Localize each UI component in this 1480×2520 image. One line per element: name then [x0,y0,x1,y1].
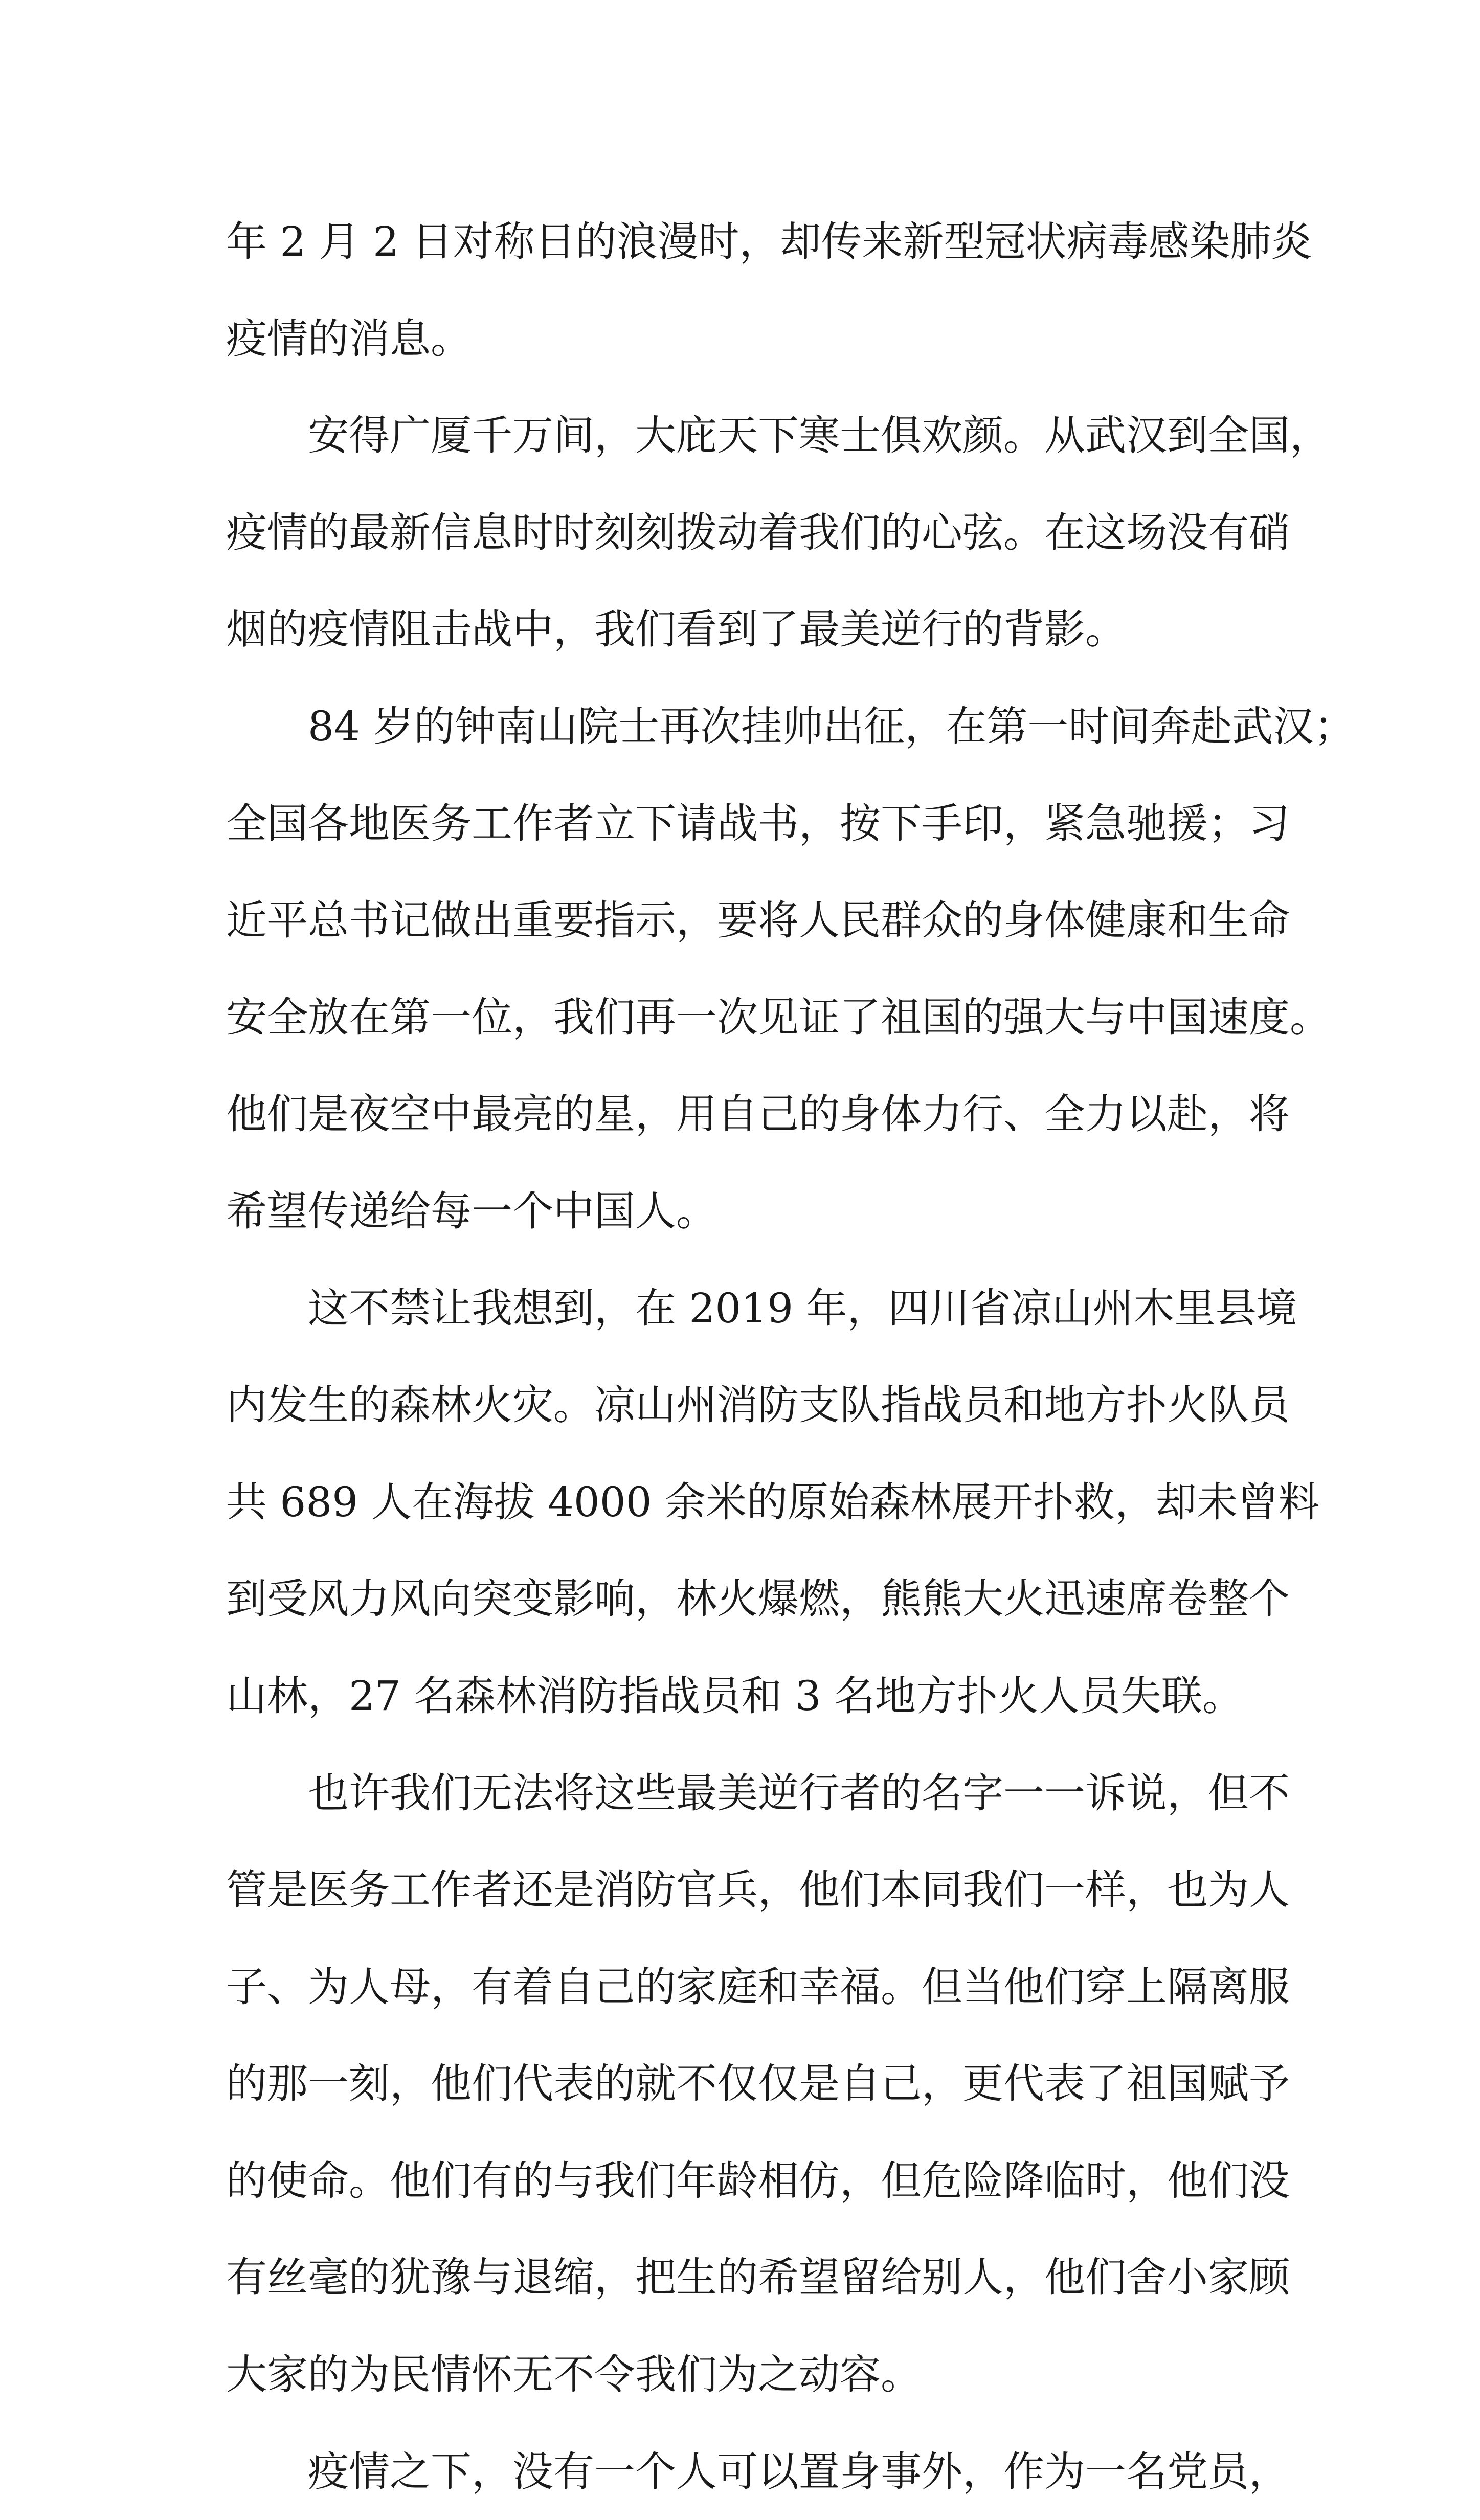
paragraph-4-line-2: 内发生的森林火灾。凉山州消防支队指战员和地方扑火队员 [226,1381,1290,1429]
paragraph-5-line-1: 也许我们无法将这些最美逆行者的名字一一诉说，但不 [308,1769,1290,1817]
paragraph-3-line-1: 84 岁的钟南山院士再次挂帅出征，在第一时间奔赴武汉； [308,702,1355,750]
paragraph-3-line-2: 全国各地医务工作者立下请战书，按下手印，紧急驰援；习 [226,799,1290,847]
paragraph-1-line-2: 疫情的消息。 [226,314,472,363]
paragraph-5-line-4: 的那一刻，他们代表的就不仅仅是自己，更代表了祖国赋予 [226,2060,1290,2108]
paragraph-5-line-7: 大家的为民情怀无不令我们为之动容。 [226,2351,922,2399]
paragraph-3-line-4: 安全放在第一位，我们再一次见证了祖国的强大与中国速度。 [226,993,1331,1041]
paragraph-4-line-4: 到受风力风向突变影响，林火爆燃，熊熊大火迅速席卷整个 [226,1575,1290,1623]
paragraph-1-line-1: 年 2 月 2 日对称日的浪漫时，却传来新型冠状病毒感染肺炎 [226,218,1312,265]
paragraph-4-line-1: 这不禁让我想到，在 2019 年，四川省凉山州木里县境 [308,1284,1297,1332]
paragraph-3-line-5: 他们是夜空中最亮的星，用自己的身体力行、全力以赴，将 [226,1090,1290,1138]
paragraph-2-line-2: 疫情的最新信息时时刻刻拨动着我们的心弦。在这场没有硝 [226,508,1290,556]
paragraph-6-line-1: 疫情之下，没有一个人可以置身事外，作为一名党员， [308,2447,1290,2495]
paragraph-5-line-6: 有丝毫的犹豫与退缩，把生的希望留给别人，他们舍小家顾 [226,2254,1290,2302]
paragraph-4-line-3: 共 689 人在海拔 4000 余米的原始森林展开扑救，却未曾料 [226,1478,1320,1526]
paragraph-5-line-5: 的使命。他们有的与我们年龄相仿，但危险降临时，他们没 [226,2156,1290,2204]
paragraph-5-line-2: 管是医务工作者还是消防官兵，他们本同我们一样，也为人 [226,1866,1290,1914]
paragraph-4-line-5: 山林，27 名森林消防指战员和 3 名地方扑火人员失联。 [226,1672,1243,1720]
paragraph-2-line-3: 烟的疫情阻击战中，我们看到了最美逆行的背影。 [226,605,1126,654]
paragraph-3-line-6: 希望传递给每一个中国人。 [226,1187,717,1235]
paragraph-3-line-3: 近平总书记做出重要指示，要将人民群众的身体健康和生命 [226,896,1290,944]
body-text [226,193,1355,2520]
paragraph-2-line-1: 安得广厦千万间，大庇天下寒士俱欢颜。从武汉到全国， [308,412,1331,460]
paragraph-5-line-3: 子、为人母，有着自己的家庭和幸福。但当他们穿上隔离服 [226,1963,1290,2011]
